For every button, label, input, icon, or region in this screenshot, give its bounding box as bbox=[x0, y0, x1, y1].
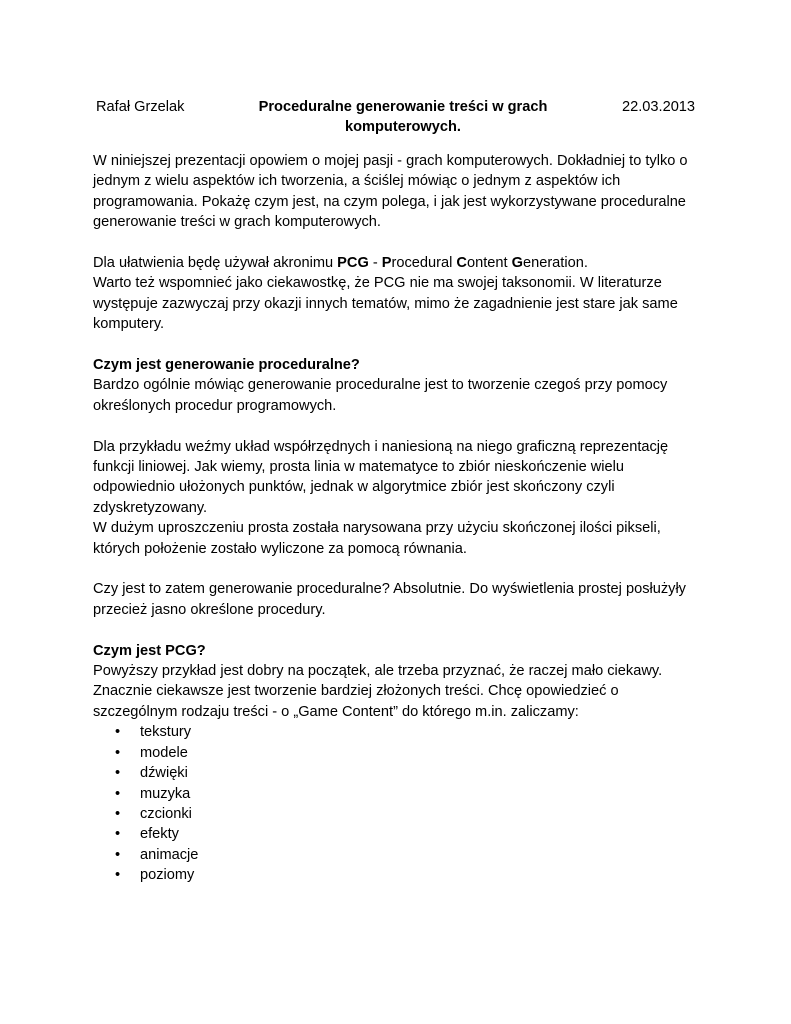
acronym-word-generation: eneration. bbox=[522, 255, 588, 272]
list-item: • animacje bbox=[93, 845, 705, 865]
acronym-letter-g: G bbox=[511, 255, 523, 272]
conclusion-paragraph: Czy jest to zatem generowanie proceduralne? Absolutnie. Do wyświetlenia prostej posłużyły przecież jasno określone procedury. bbox=[93, 581, 686, 618]
acronym-paragraph bbox=[93, 253, 705, 273]
definition-paragraph: Bardzo ogólnie mówiąc generowanie proceduralne jest to tworzenie czegoś przy pomocy określonych procedur programowych. bbox=[93, 377, 668, 414]
list-item: • muzyka bbox=[93, 784, 705, 804]
acronym-prefix: Dla ułatwienia będę używał akronimu bbox=[93, 255, 338, 272]
bullet-icon: • bbox=[115, 867, 121, 884]
bullet-icon: • bbox=[115, 724, 121, 741]
simplification-paragraph: W dużym uproszczeniu prosta została narysowana przy użyciu skończonej ilości pikseli, których położenie zostało wyliczone za pomocą równania. bbox=[93, 520, 661, 557]
bullet-icon: • bbox=[115, 744, 121, 761]
intro-paragraph: W niniejszej prezentacji opowiem o mojej pasji - grach komputerowych. Dokładniej to tylko o jednym z wielu aspektów ich tworzenia, a ściślej mówiąc o jednym z aspektów ich programowania. Pokażę czym jest, na czym polega, i jak jest wykorzystywane proceduralne generowanie treści w grach komputerowych. bbox=[93, 153, 688, 231]
example-paragraph: Dla przykładu weźmy układ współrzędnych i naniesioną na niego graficzną reprezentację funkcji liniowej. Jak wiemy, prosta linia w matematyce to zbiór nieskończenie wielu odpowiednio ułożonych punktów, jednak w algorytmice zbiór jest skończony czyli zdyskretyzowany. bbox=[93, 438, 669, 516]
acronym-word-content: ontent bbox=[466, 255, 512, 272]
document-body bbox=[93, 151, 705, 886]
document-title: Proceduralne generowanie treści w grach komputerowych. bbox=[258, 99, 548, 135]
section-heading-procedural: Czym jest generowanie proceduralne? bbox=[93, 357, 360, 374]
acronym-separator: - bbox=[368, 255, 382, 272]
bullet-icon: • bbox=[115, 846, 121, 863]
list-item: • tekstury bbox=[93, 722, 705, 742]
document-header bbox=[0, 95, 791, 137]
game-content-paragraph: Powyższy przykład jest dobry na początek, ale trzeba przyznać, że raczej mało ciekawy. Znacznie ciekawsze jest tworzenie bardziej złożonych treści. Chcę opowiedzieć o szczególnym rodzaju treści - o „Game Content” do którego m.in. zaliczamy: bbox=[93, 663, 663, 720]
acronym-bold: PCG bbox=[337, 255, 369, 272]
taxonomy-paragraph: Warto też wspomnieć jako ciekawostkę, że PCG nie ma swojej taksonomii. W literaturze występuje zazwyczaj przy okazji innych tematów, mimo że zagadnienie jest stare jak same komputery. bbox=[93, 275, 678, 333]
section-heading-pcg: Czym jest PCG? bbox=[93, 642, 206, 659]
list-item: • dźwięki bbox=[93, 763, 705, 783]
document-date: 22.03.2013 bbox=[622, 99, 696, 115]
acronym-letter-c: C bbox=[456, 255, 467, 272]
list-item: • czcionki bbox=[93, 804, 705, 824]
author-name: Rafał Grzelak bbox=[96, 99, 185, 115]
bullet-icon: • bbox=[115, 765, 121, 782]
game-content-list bbox=[93, 722, 705, 885]
list-item: • modele bbox=[93, 743, 705, 763]
list-item: • efekty bbox=[93, 824, 705, 844]
acronym-letter-p: P bbox=[381, 255, 392, 272]
acronym-word-procedural: rocedural bbox=[391, 255, 457, 272]
bullet-icon: • bbox=[115, 785, 121, 802]
list-item: • poziomy bbox=[93, 865, 705, 885]
bullet-icon: • bbox=[115, 805, 121, 822]
bullet-icon: • bbox=[115, 826, 121, 843]
